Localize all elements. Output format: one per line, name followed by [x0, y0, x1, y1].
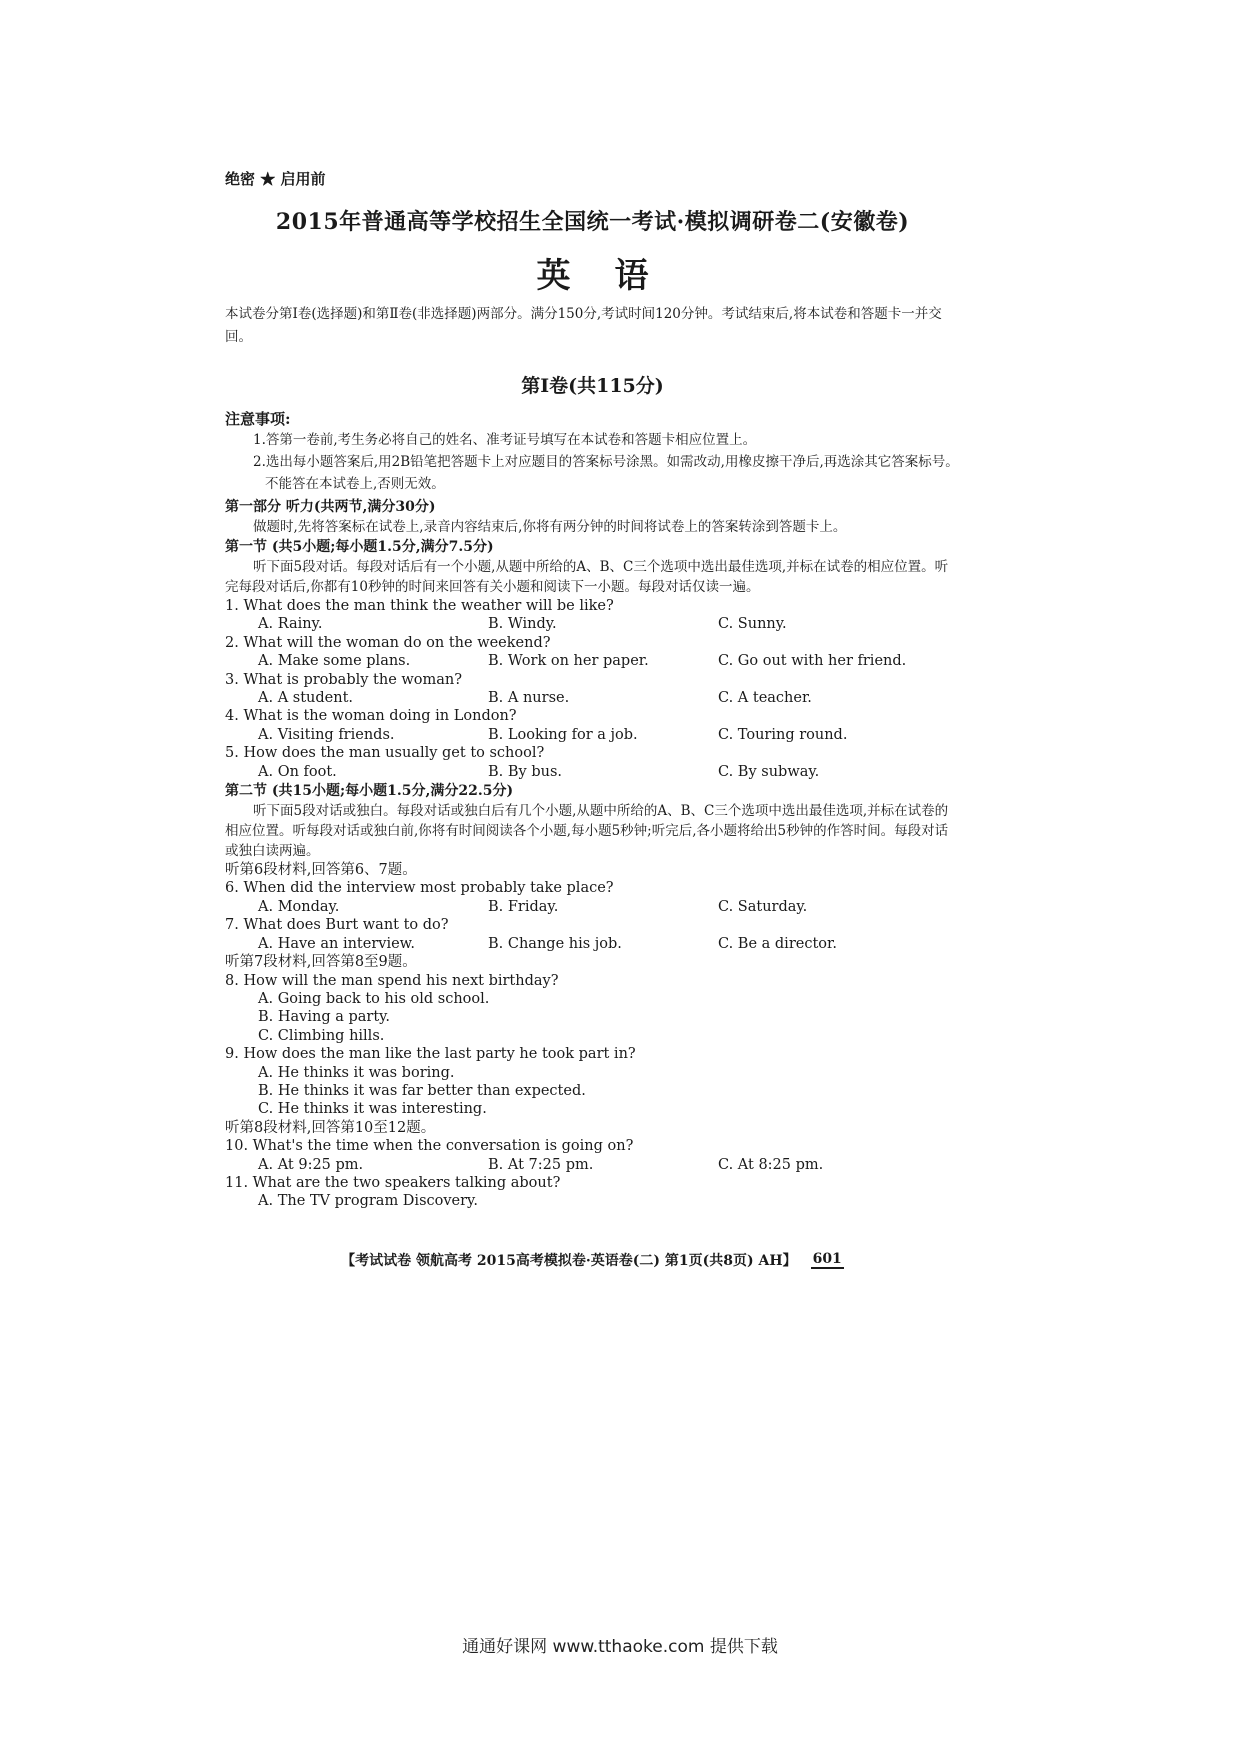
question-text: 4. What is the woman doing in London?: [225, 708, 517, 725]
question-text: 3. What is probably the woman?: [225, 671, 463, 688]
note-item: 1.答第一卷前,考生务必将自己的姓名、准考证号填写在本试卷和答题卡相应位置上。: [253, 432, 757, 448]
question-text: 6. When did the interview most probably take place?: [225, 880, 614, 897]
question-7: [225, 916, 960, 953]
question-1: [225, 597, 960, 634]
option-a: A. Make some plans.: [258, 653, 411, 670]
option-b: B. A nurse.: [488, 690, 570, 707]
question-text: 5. How does the man usually get to school?: [225, 745, 545, 762]
section1-heading: 第一节 (共5小题;每小题1.5分,满分7.5分): [225, 539, 494, 555]
secret-mark: 绝密 ★ 启用前: [225, 170, 326, 188]
question-10: [225, 1137, 960, 1174]
part1-instruction: 做题时,先将答案标在试卷上,录音内容结束后,你将有两分钟的时间将试卷上的答案转涂到答题卡上。: [253, 519, 847, 535]
option-c: C. Touring round.: [718, 726, 848, 743]
material-heading: 听第7段材料,回答第8至9题。: [225, 954, 417, 971]
option-c: C. He thinks it was interesting.: [258, 1101, 487, 1118]
material-heading: 听第6段材料,回答第6、7题。: [225, 862, 417, 879]
option-a: A. Rainy.: [258, 616, 323, 633]
question-text: 2. What will the woman do on the weekend?: [225, 634, 551, 651]
option-b: B. Change his job.: [488, 935, 622, 952]
option-c: C. Sunny.: [718, 616, 787, 633]
option-b: B. Looking for a job.: [488, 726, 638, 743]
section1-instruction: 听下面5段对话。每段对话后有一个小题,从题中所给的A、B、C三个选项中选出最佳选项,并标在试卷的相应位置。听完每段对话后,你都有10秒钟的时间来回答有关小题和阅读下一小题。每段对话仅读一遍。: [225, 559, 949, 595]
option-b: B. Having a party.: [258, 1009, 391, 1026]
subject-title: 英语: [536, 256, 693, 296]
page-footer: [225, 1250, 960, 1270]
option-c: C. Go out with her friend.: [718, 653, 907, 670]
option-a: A. Going back to his old school.: [258, 990, 490, 1007]
option-b: B. Work on her paper.: [488, 653, 649, 670]
part1-heading: 第一部分 听力(共两节,满分30分): [225, 499, 436, 515]
question-text: 7. What does Burt want to do?: [225, 917, 449, 934]
option-a: A. He thinks it was boring.: [258, 1064, 455, 1081]
option-a: A. Monday.: [258, 898, 340, 915]
question-text: 11. What are the two speakers talking about?: [225, 1174, 561, 1191]
option-a: A. Visiting friends.: [258, 726, 395, 743]
exam-intro: 本试卷分第Ⅰ卷(选择题)和第Ⅱ卷(非选择题)两部分。满分150分,考试时间120分钟。考试结束后,将本试卷和答题卡一并交回。: [225, 306, 942, 345]
volume-title: 第Ⅰ卷(共115分): [521, 375, 664, 397]
option-b: B. By bus.: [488, 763, 563, 780]
option-c: C. At 8:25 pm.: [718, 1156, 824, 1173]
download-watermark: 通通好课网 www.tthaoke.com 提供下载: [462, 1637, 778, 1657]
option-b: B. He thinks it was far better than expected.: [258, 1082, 586, 1099]
exam-page: [225, 168, 960, 1211]
section2-heading: 第二节 (共15小题;每小题1.5分,满分22.5分): [225, 783, 514, 800]
question-11: [225, 1174, 960, 1211]
material-heading: 听第8段材料,回答第10至12题。: [225, 1119, 436, 1136]
question-2: [225, 634, 960, 671]
question-text: 9. How does the man like the last party he took part in?: [225, 1046, 636, 1063]
option-c: C. Be a director.: [718, 935, 837, 952]
option-b: B. At 7:25 pm.: [488, 1156, 594, 1173]
section2-instruction: 听下面5段对话或独白。每段对话或独白后有几个小题,从题中所给的A、B、C三个选项中选出最佳选项,并标在试卷的相应位置。听每段对话或独白前,你将有时间阅读各个小题,每小题5秒钟;听完后,各小题将给出5秒钟的作答时间。每段对话或独白读两遍。: [225, 803, 949, 860]
option-a: A. A student.: [258, 690, 354, 707]
page-code: 601: [812, 1251, 842, 1267]
option-b: B. Windy.: [488, 616, 557, 633]
option-c: C. Climbing hills.: [258, 1027, 385, 1044]
option-a: A. On foot.: [258, 763, 337, 780]
option-c: C. By subway.: [718, 763, 820, 780]
question-3: [225, 671, 960, 708]
option-a: A. Have an interview.: [258, 935, 415, 952]
question-text: 1. What does the man think the weather will be like?: [225, 598, 614, 614]
question-6: [225, 879, 960, 916]
exam-title: 2015年普通高等学校招生全国统一考试·模拟调研卷二(安徽卷): [275, 209, 910, 235]
question-9: [225, 1045, 960, 1119]
option-a: A. The TV program Discovery.: [258, 1193, 478, 1210]
question-8: [225, 972, 960, 1046]
option-a: A. At 9:25 pm.: [258, 1156, 364, 1173]
question-5: [225, 744, 960, 781]
question-text: 10. What's the time when the conversation is going on?: [225, 1138, 634, 1155]
footer-text: 【考试试卷 领航高考 2015高考模拟卷·英语卷(二) 第1页(共8页) AH】: [341, 1253, 797, 1269]
question-text: 8. How will the man spend his next birthday?: [225, 972, 559, 989]
option-b: B. Friday.: [488, 898, 559, 915]
note-item: 2.选出每小题答案后,用2B铅笔把答题卡上对应题目的答案标号涂黑。如需改动,用橡皮擦干净后,再选涂其它答案标号。不能答在本试卷上,否则无效。: [253, 454, 959, 492]
option-c: C. A teacher.: [718, 690, 812, 707]
question-4: [225, 707, 960, 744]
option-c: C. Saturday.: [718, 898, 808, 915]
notes-heading: 注意事项:: [225, 410, 291, 428]
